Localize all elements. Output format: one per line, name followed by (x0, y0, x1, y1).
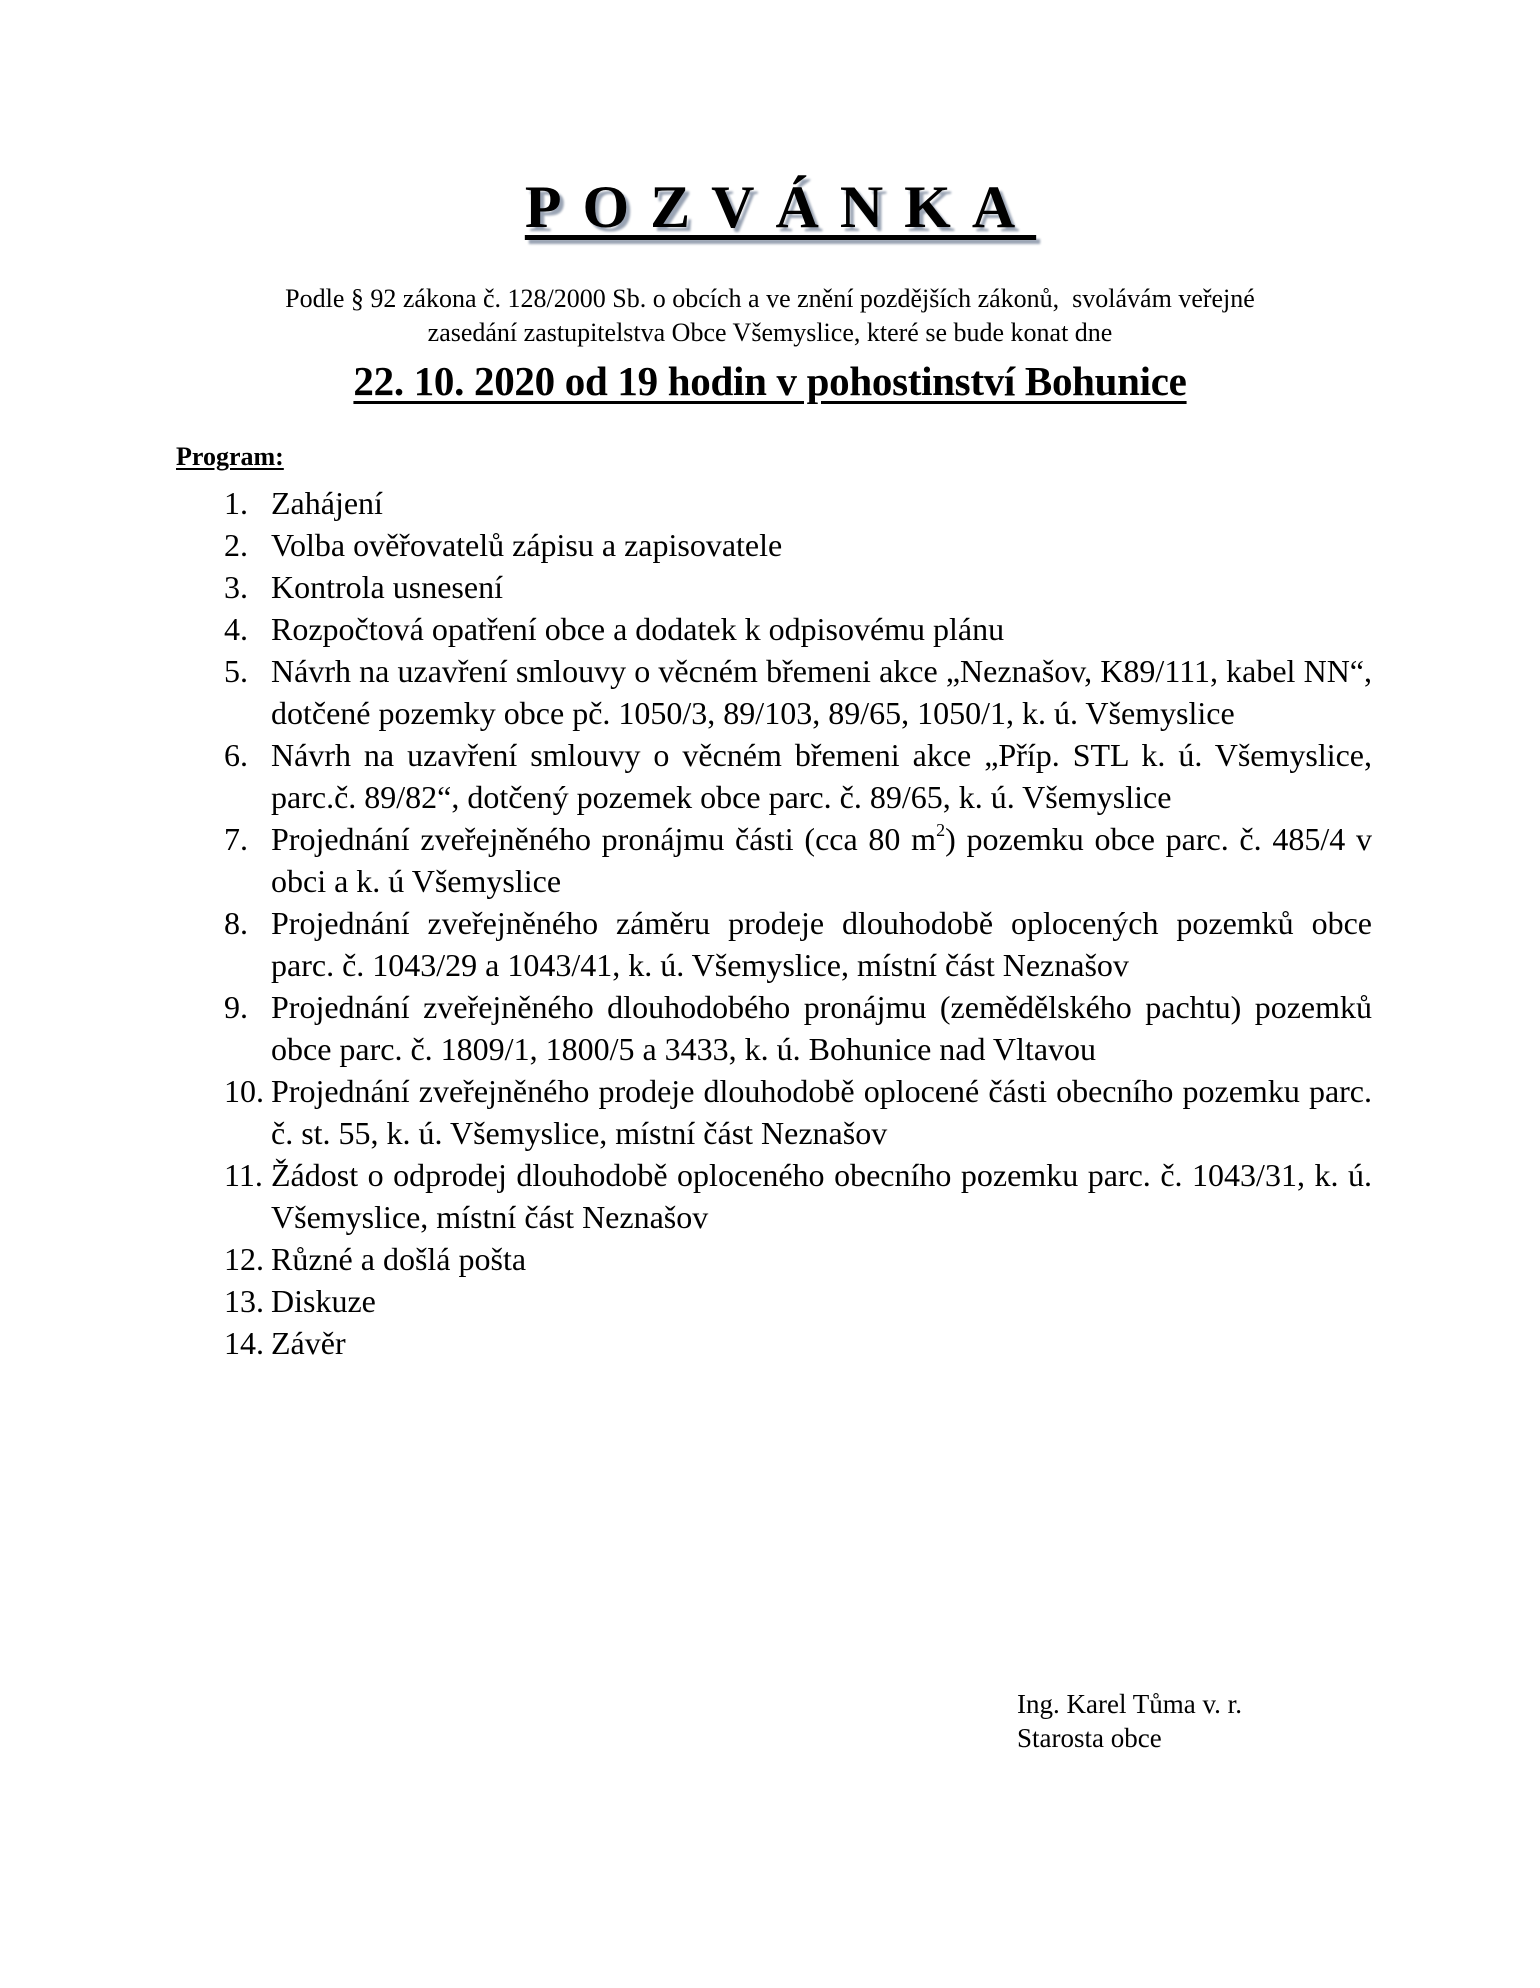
document-title (0, 172, 1540, 242)
meeting-info-text: 22. 10. 2020 od 19 hodin v pohostinství Bohunice (353, 358, 1187, 404)
agenda-item-number: 11. (224, 1157, 263, 1193)
intro-paragraph (0, 282, 1540, 350)
agenda-item (224, 1280, 1372, 1322)
agenda-item-number: 13. (224, 1283, 264, 1319)
intro-line-1: Podle § 92 zákona č. 128/2000 Sb. o obcích a ve znění pozdějších zákonů, svolávám veřejné (285, 284, 1255, 313)
agenda-item (224, 1154, 1372, 1238)
agenda-item-text: Různé a došlá pošta (271, 1241, 527, 1277)
agenda-item (224, 818, 1372, 902)
agenda-item-text: Projednání zveřejněného prodeje dlouhodobě oplocené části obecního pozemku parc. č. st. 55, k. ú. Všemyslice, místní část Neznašov (271, 1073, 1372, 1151)
agenda-item (224, 986, 1372, 1070)
agenda-item-number: 4. (224, 611, 248, 647)
meeting-date-location (0, 356, 1540, 406)
agenda-item (224, 608, 1372, 650)
agenda-item-text: Žádost o odprodej dlouhodobě oploceného obecního pozemku parc. č. 1043/31, k. ú. Všemyslice, místní část Neznašov (271, 1157, 1372, 1235)
agenda-item-text: Závěr (271, 1325, 346, 1361)
agenda-item-number: 3. (224, 569, 248, 605)
agenda-item-number: 8. (224, 905, 248, 941)
program-heading: Program: (176, 442, 284, 471)
agenda-item-text-part: ) pozemku obce parc. č. 485/4 v obci a k. ú Všemyslice (271, 821, 1373, 899)
agenda-item-text (271, 818, 1372, 902)
agenda-item-text: Zahájení (271, 485, 383, 521)
signature-block (1017, 1687, 1242, 1755)
agenda-item-number: 10. (224, 1073, 264, 1109)
agenda-item-number: 2. (224, 527, 248, 563)
agenda-list (224, 482, 1372, 1364)
agenda-item (224, 734, 1372, 818)
agenda-item-number: 7. (224, 821, 248, 857)
agenda-item-text: Projednání zveřejněného dlouhodobého pronájmu (zemědělského pachtu) pozemků obce parc. č. 1809/1, 1800/5 a 3433, k. ú. Bohunice nad Vltavou (271, 989, 1372, 1067)
agenda-item (224, 650, 1372, 734)
agenda-item-number: 12. (224, 1241, 264, 1277)
agenda-item (224, 524, 1372, 566)
agenda-item-number: 9. (224, 989, 248, 1025)
agenda-item-number: 6. (224, 737, 248, 773)
superscript-2: 2 (936, 820, 946, 840)
agenda-item (224, 1322, 1372, 1364)
document-title-text: POZVÁNKA (524, 174, 1037, 240)
agenda-item (224, 1070, 1372, 1154)
agenda-item-text: Rozpočtová opatření obce a dodatek k odpisovému plánu (271, 611, 1005, 647)
agenda-item (224, 482, 1372, 524)
signature-name: Ing. Karel Tůma v. r. (1017, 1689, 1242, 1719)
agenda-item-number: 5. (224, 653, 248, 689)
agenda-item-text: Volba ověřovatelů zápisu a zapisovatele (271, 527, 783, 563)
agenda-item-text: Návrh na uzavření smlouvy o věcném břemeni akce „Neznašov, K89/111, kabel NN“, dotčené pozemky obce pč. 1050/3, 89/103, 89/65, 1050/1, k. ú. Všemyslice (271, 653, 1372, 731)
intro-line-2: zasedání zastupitelstva Obce Všemyslice, které se bude konat dne (427, 318, 1113, 347)
agenda-item-text: Kontrola usnesení (271, 569, 503, 605)
signature-role: Starosta obce (1017, 1723, 1162, 1753)
agenda-item-text: Projednání zveřejněného záměru prodeje dlouhodobě oplocených pozemků obce parc. č. 1043/29 a 1043/41, k. ú. Všemyslice, místní část Neznašov (271, 905, 1372, 983)
agenda-item-text: Diskuze (271, 1283, 376, 1319)
agenda-item-number: 14. (224, 1325, 264, 1361)
agenda-item-text: Návrh na uzavření smlouvy o věcném břemeni akce „Příp. STL k. ú. Všemyslice, parc.č. 89/82“, dotčený pozemek obce parc. č. 89/65, k. ú. Všemyslice (271, 737, 1372, 815)
agenda-item-text-part: Projednání zveřejněného pronájmu části (cca 80 m (271, 821, 937, 857)
agenda-item (224, 1238, 1372, 1280)
agenda-item-number: 1. (224, 485, 248, 521)
agenda-item (224, 566, 1372, 608)
agenda-item (224, 902, 1372, 986)
